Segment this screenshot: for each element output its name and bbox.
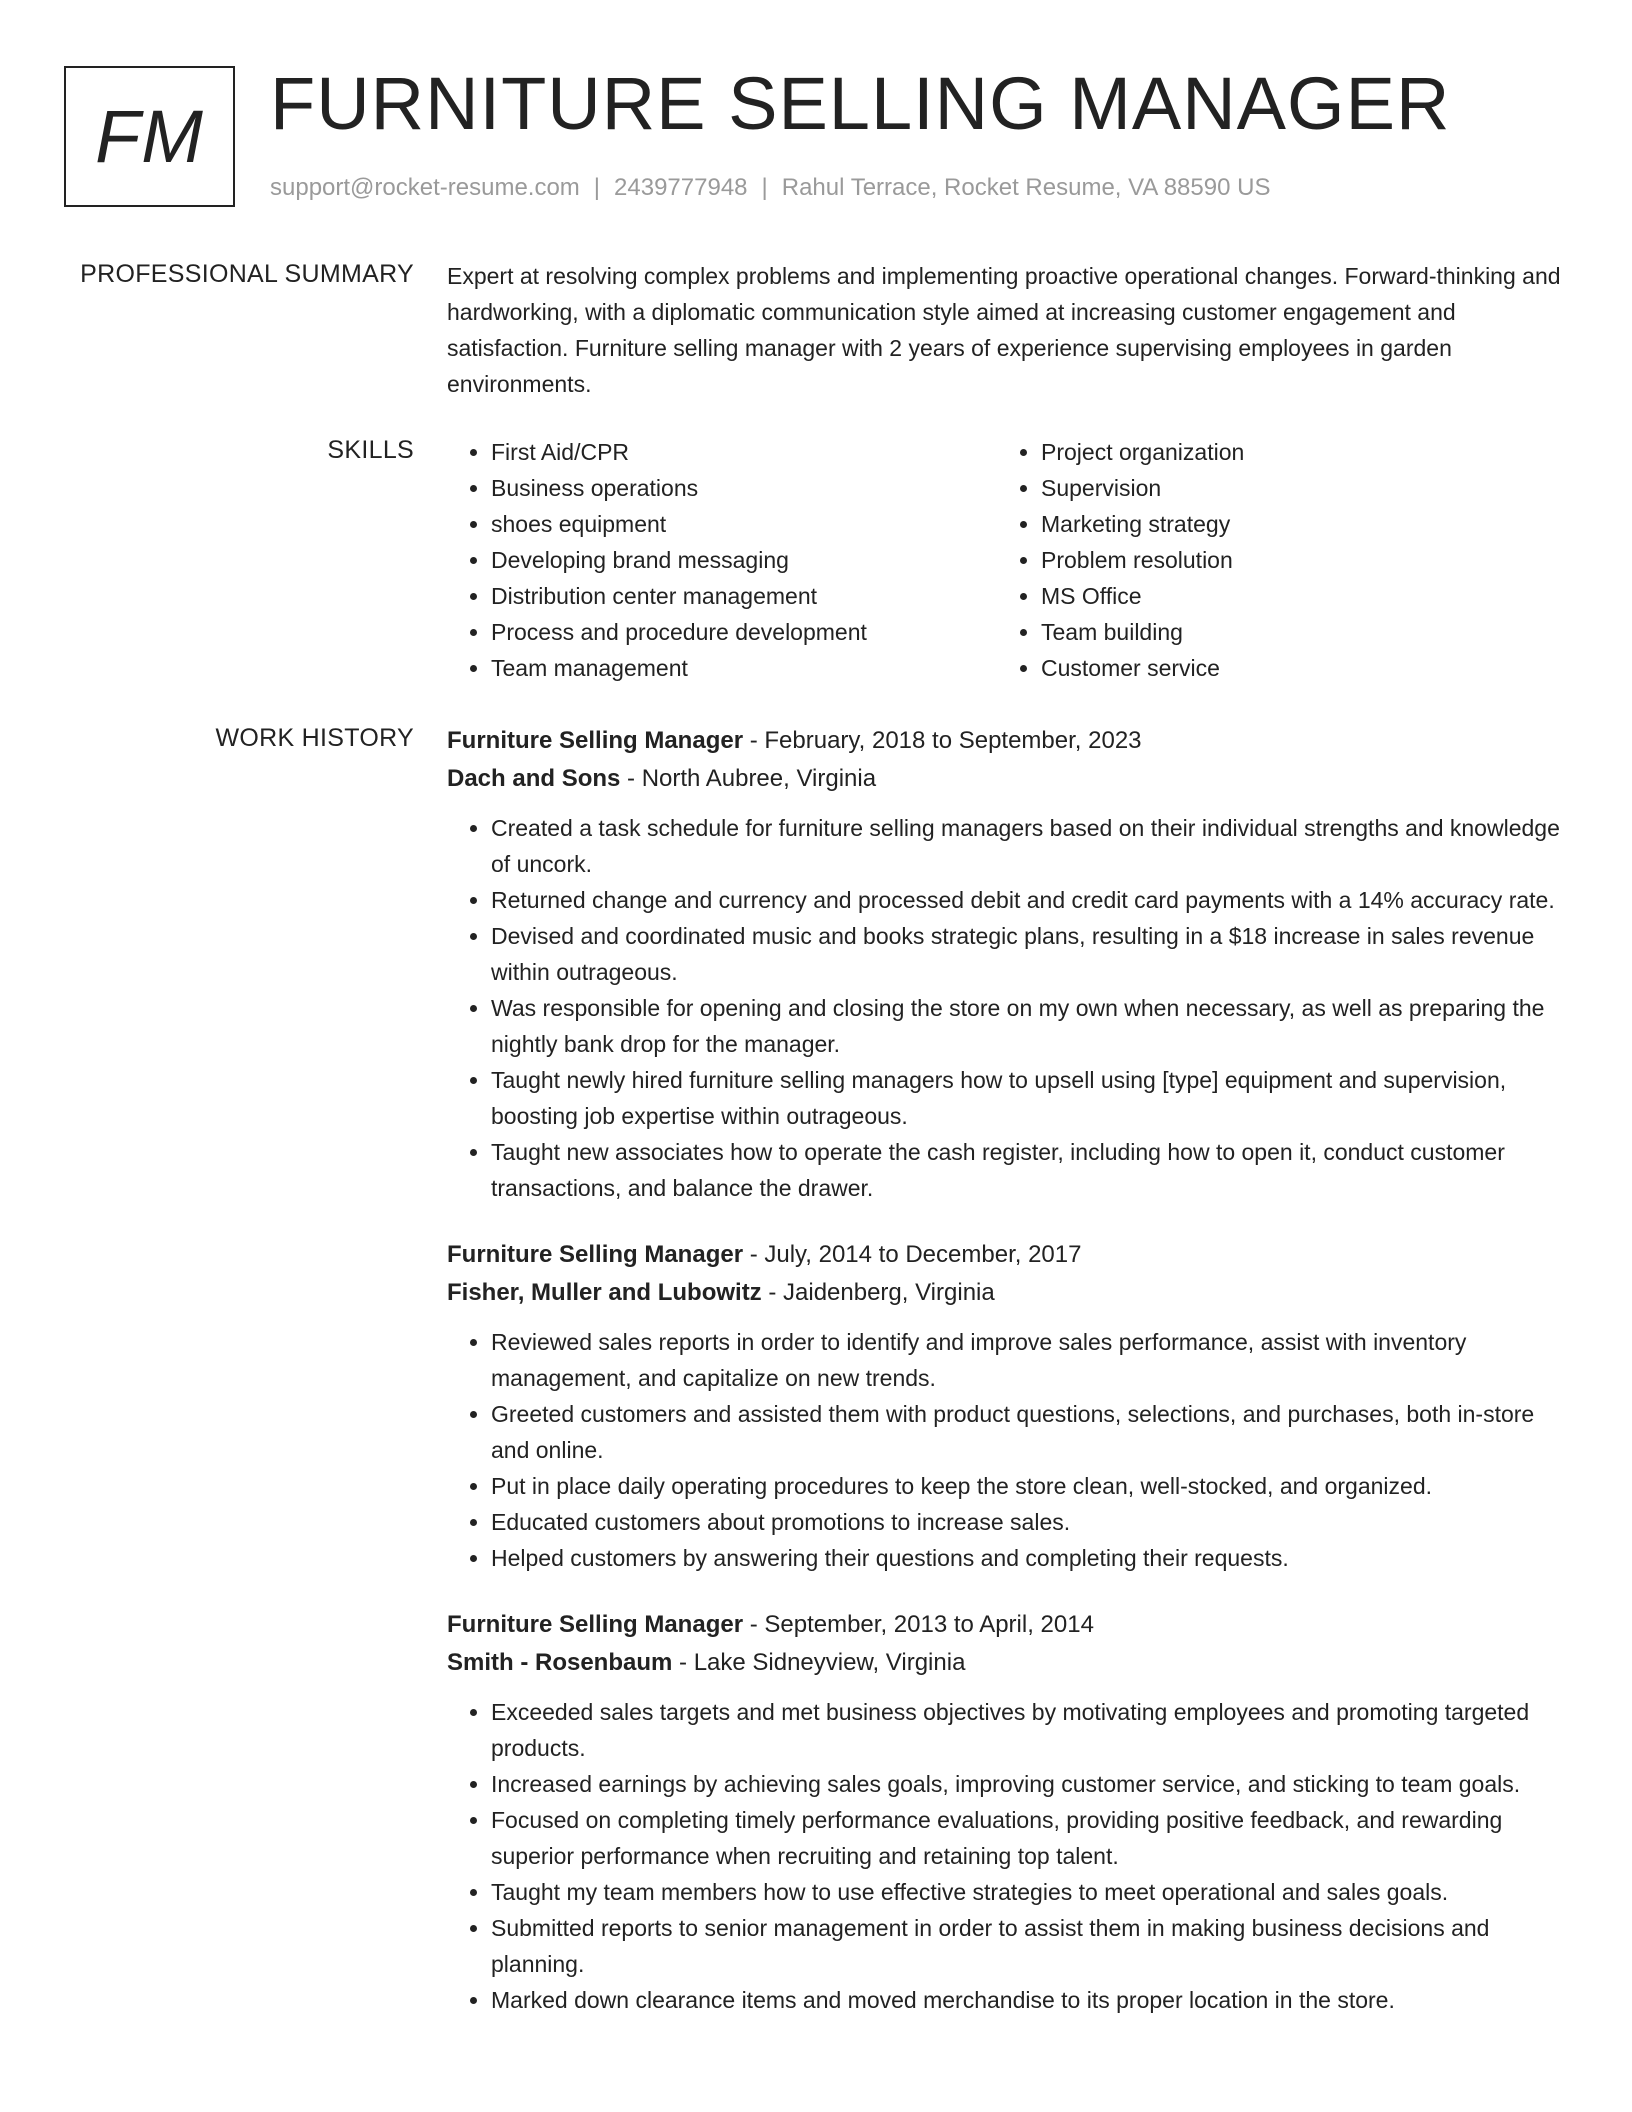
- job-bullet: • Greeted customers and assisted them with product questions, selections, and purchases, both in-store and online.: [491, 1396, 1567, 1468]
- resume-name: FURNITURE SELLING MANAGER: [270, 62, 1451, 145]
- contact-separator: |: [593, 174, 601, 201]
- job-bullet: • Taught my team members how to use effective strategies to meet operational and sales goals.: [491, 1874, 1567, 1910]
- job-company-line: [447, 1274, 1567, 1312]
- skill-item: • Customer service: [1041, 650, 1547, 686]
- job-bullet: • Reviewed sales reports in order to identify and improve sales performance, assist with inventory management, and capitalize on new trends.: [491, 1324, 1567, 1396]
- skill-item: • Distribution center management: [491, 578, 997, 614]
- skill-item: • Project organization: [1041, 434, 1547, 470]
- summary-text: Expert at resolving complex problems and implementing proactive operational changes. Forward-thinking and hardworking, with a diplomatic communication style aimed at increasing customer engagement and satisfaction. Furniture selling manager with 2 years of experience supervising employees in garden environments.: [447, 263, 1561, 397]
- skill-item: • Problem resolution: [1041, 542, 1547, 578]
- monogram-initials: FM: [95, 95, 204, 178]
- skill-item: • Team building: [1041, 614, 1547, 650]
- skills-list-left: [447, 434, 997, 686]
- job-bullets: [447, 810, 1567, 1206]
- skill-item: • Marketing strategy: [1041, 506, 1547, 542]
- skills-list-right: [997, 434, 1547, 686]
- job-bullet: • Was responsible for opening and closing the store on my own when necessary, as well as preparing the nightly bank drop for the manager.: [491, 990, 1567, 1062]
- job-entry: [447, 722, 1567, 1206]
- job-company-line: [447, 760, 1567, 798]
- skill-item: • First Aid/CPR: [491, 434, 997, 470]
- job-bullet: • Educated customers about promotions to increase sales.: [491, 1504, 1567, 1540]
- job-location: - Lake Sidneyview, Virginia: [672, 1649, 966, 1676]
- job-bullet: • Marked down clearance items and moved merchandise to its proper location in the store.: [491, 1982, 1567, 2018]
- contact-line: [270, 174, 1270, 202]
- job-bullet: • Helped customers by answering their questions and completing their requests.: [491, 1540, 1567, 1576]
- resume-header: [64, 62, 1584, 216]
- job-title: Furniture Selling Manager: [447, 1241, 744, 1268]
- skills-columns: [447, 434, 1567, 686]
- job-dates: - July, 2014 to December, 2017: [743, 1241, 1082, 1268]
- job-entry: [447, 1236, 1567, 1576]
- job-bullets: [447, 1694, 1567, 2018]
- job-bullet: • Submitted reports to senior management in order to assist them in making business decisions and planning.: [491, 1910, 1567, 1982]
- skill-item: • Team management: [491, 650, 997, 686]
- job-bullet: • Returned change and currency and processed debit and credit card payments with a 14% accuracy rate.: [491, 882, 1567, 918]
- job-bullet: • Created a task schedule for furniture selling managers based on their individual strengths and knowledge of uncork.: [491, 810, 1567, 882]
- contact-separator: |: [761, 174, 768, 201]
- contact-address: Rahul Terrace, Rocket Resume, VA 88590 US: [781, 174, 1271, 201]
- skills-heading: SKILLS: [327, 436, 414, 464]
- summary-heading: PROFESSIONAL SUMMARY: [80, 260, 414, 288]
- contact-phone[interactable]: 2439777948: [614, 174, 748, 201]
- job-bullet: • Exceeded sales targets and met business objectives by motivating employees and promoting targeted products.: [491, 1694, 1567, 1766]
- job-entry: [447, 1606, 1567, 2018]
- skill-item: • Business operations: [491, 470, 997, 506]
- job-title-line: [447, 1236, 1567, 1274]
- job-company: Fisher, Muller and Lubowitz: [447, 1279, 762, 1306]
- job-title-line: [447, 722, 1567, 760]
- job-title: Furniture Selling Manager: [447, 727, 744, 754]
- job-dates: - September, 2013 to April, 2014: [743, 1611, 1094, 1638]
- job-bullet: • Put in place daily operating procedures to keep the store clean, well-stocked, and organized.: [491, 1468, 1567, 1504]
- skill-item: • Process and procedure development: [491, 614, 997, 650]
- job-title-line: [447, 1606, 1567, 1644]
- contact-email[interactable]: support@rocket-resume.com: [270, 174, 580, 201]
- work-history-heading: WORK HISTORY: [215, 724, 414, 752]
- work-history-list: [447, 722, 1567, 2048]
- job-company: Dach and Sons: [447, 765, 621, 792]
- job-location: - North Aubree, Virginia: [620, 765, 877, 792]
- job-title: Furniture Selling Manager: [447, 1611, 744, 1638]
- job-dates: - February, 2018 to September, 2023: [743, 727, 1142, 754]
- skill-item: • shoes equipment: [491, 506, 997, 542]
- job-bullets: [447, 1324, 1567, 1576]
- skill-item: • Supervision: [1041, 470, 1547, 506]
- job-bullet: • Devised and coordinated music and books strategic plans, resulting in a $18 increase in sales revenue within outrageous.: [491, 918, 1567, 990]
- job-bullet: • Focused on completing timely performance evaluations, providing positive feedback, and rewarding superior performance when recruiting and retaining top talent.: [491, 1802, 1567, 1874]
- job-location: - Jaidenberg, Virginia: [761, 1279, 995, 1306]
- job-bullet: • Increased earnings by achieving sales goals, improving customer service, and sticking to team goals.: [491, 1766, 1567, 1802]
- job-bullet: • Taught newly hired furniture selling managers how to upsell using [type] equipment and supervision, boosting job expertise within outrageous.: [491, 1062, 1567, 1134]
- job-company: Smith - Rosenbaum: [447, 1649, 673, 1676]
- skill-item: • MS Office: [1041, 578, 1547, 614]
- job-bullet: • Taught new associates how to operate the cash register, including how to open it, conduct customer transactions, and balance the drawer.: [491, 1134, 1567, 1206]
- job-company-line: [447, 1644, 1567, 1682]
- monogram-box: [64, 66, 235, 207]
- skill-item: • Developing brand messaging: [491, 542, 997, 578]
